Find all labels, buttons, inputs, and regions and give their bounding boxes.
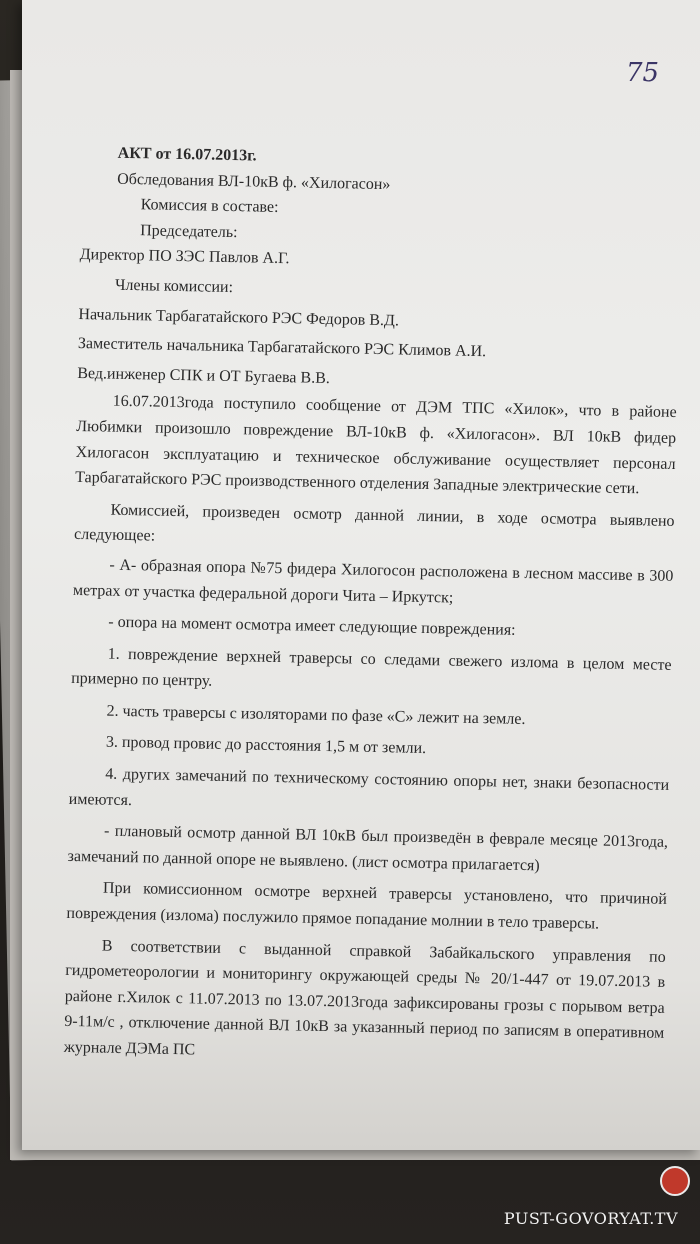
- members-label: Члены комиссии:: [114, 276, 234, 297]
- damage-item-2: 2. часть траверсы с изоляторами по фазе «С» лежит на земле.: [106, 702, 526, 728]
- document-body: [64, 140, 682, 1072]
- damage-item-1: 1. повреждение верхней траверсы со следами свежего излома в целом месте примерно по центру.: [71, 645, 672, 691]
- watermark-logo-icon: [660, 1166, 690, 1196]
- handwritten-page-number: 75: [626, 58, 660, 88]
- finding-support-location: - А- образная опора №75 фидера Хилогосон расположена в лесном массиве в 300 метрах от участка федеральной дороги Чита – Иркутск;: [72, 556, 674, 607]
- watermark: [504, 1209, 678, 1228]
- member-2: Заместитель начальника Тарбагатайского РЭС Климов А.И.: [77, 335, 487, 361]
- member-3: Вед.инженер СПК и ОТ Бугаева В.В.: [77, 364, 331, 387]
- commission-intro: Комиссия в составе:: [140, 196, 279, 217]
- chair-name: Директор ПО ЗЭС Павлов А.Г.: [79, 246, 290, 268]
- finding-planned-inspection: - плановый осмотр данной ВЛ 10кВ был произведён в феврале месяце 2013года, замечаний по данной опоре не выявлено. (лист осмотра прилагается): [67, 822, 669, 875]
- act-title: АКТ от 16.07.2013г.: [117, 144, 257, 165]
- damage-item-3: 3. провод провис до расстояния 1,5 м от земли.: [105, 734, 427, 758]
- finding-damage-intro: - опора на момент осмотра имеет следующие повреждения:: [108, 613, 516, 639]
- member-1: Начальник Тарбагатайского РЭС Федоров В.Д.: [78, 305, 400, 329]
- act-subject: Обследования ВЛ-10кВ ф. «Хилогасон»: [117, 170, 391, 193]
- chair-label: Председатель:: [140, 221, 238, 241]
- paragraph-cause: При комиссионном осмотре верхней траверсы установлено, что причиной повреждения (излома) послужило прямое попадание молнии в тело траверсы.: [66, 880, 668, 933]
- paragraph-inspection: Комиссией, произведен осмотр данной линии, в ходе осмотра выявлено следующее:: [73, 501, 675, 545]
- damage-item-4: 4. других замечаний по техническому состоянию опоры нет, знаки безопасности имеются.: [68, 765, 670, 809]
- document-page: [22, 0, 700, 1150]
- paragraph-weather: В соответствии с выданной справкой Забайкальского управления по гидрометеорологии и мониторингу окружающей среды № 20/1-447 от 19.07.2013 в районе г.Хилок с 11.07.2013 по 13.07.2013года зафиксированы грозы с порывом ветра 9-11м/с , отключение данной ВЛ 10кВ за указанный период по записям в оперативном журнале ДЭМа ПС: [63, 937, 666, 1059]
- paragraph-incident: 16.07.2013года поступило сообщение от ДЭМ ТПС «Хилок», что в районе Любимки произошло повреждение ВЛ-10кВ ф. «Хилогасон». ВЛ 10кВ фидер Хилогасон эксплуатацию и техническое обслуживание осуществляет персонал Тарбагатайского РЭС производственного отделения Западные электрические сети.: [75, 393, 677, 498]
- watermark-text: PUST-GOVORYAT.TV: [503, 1209, 678, 1228]
